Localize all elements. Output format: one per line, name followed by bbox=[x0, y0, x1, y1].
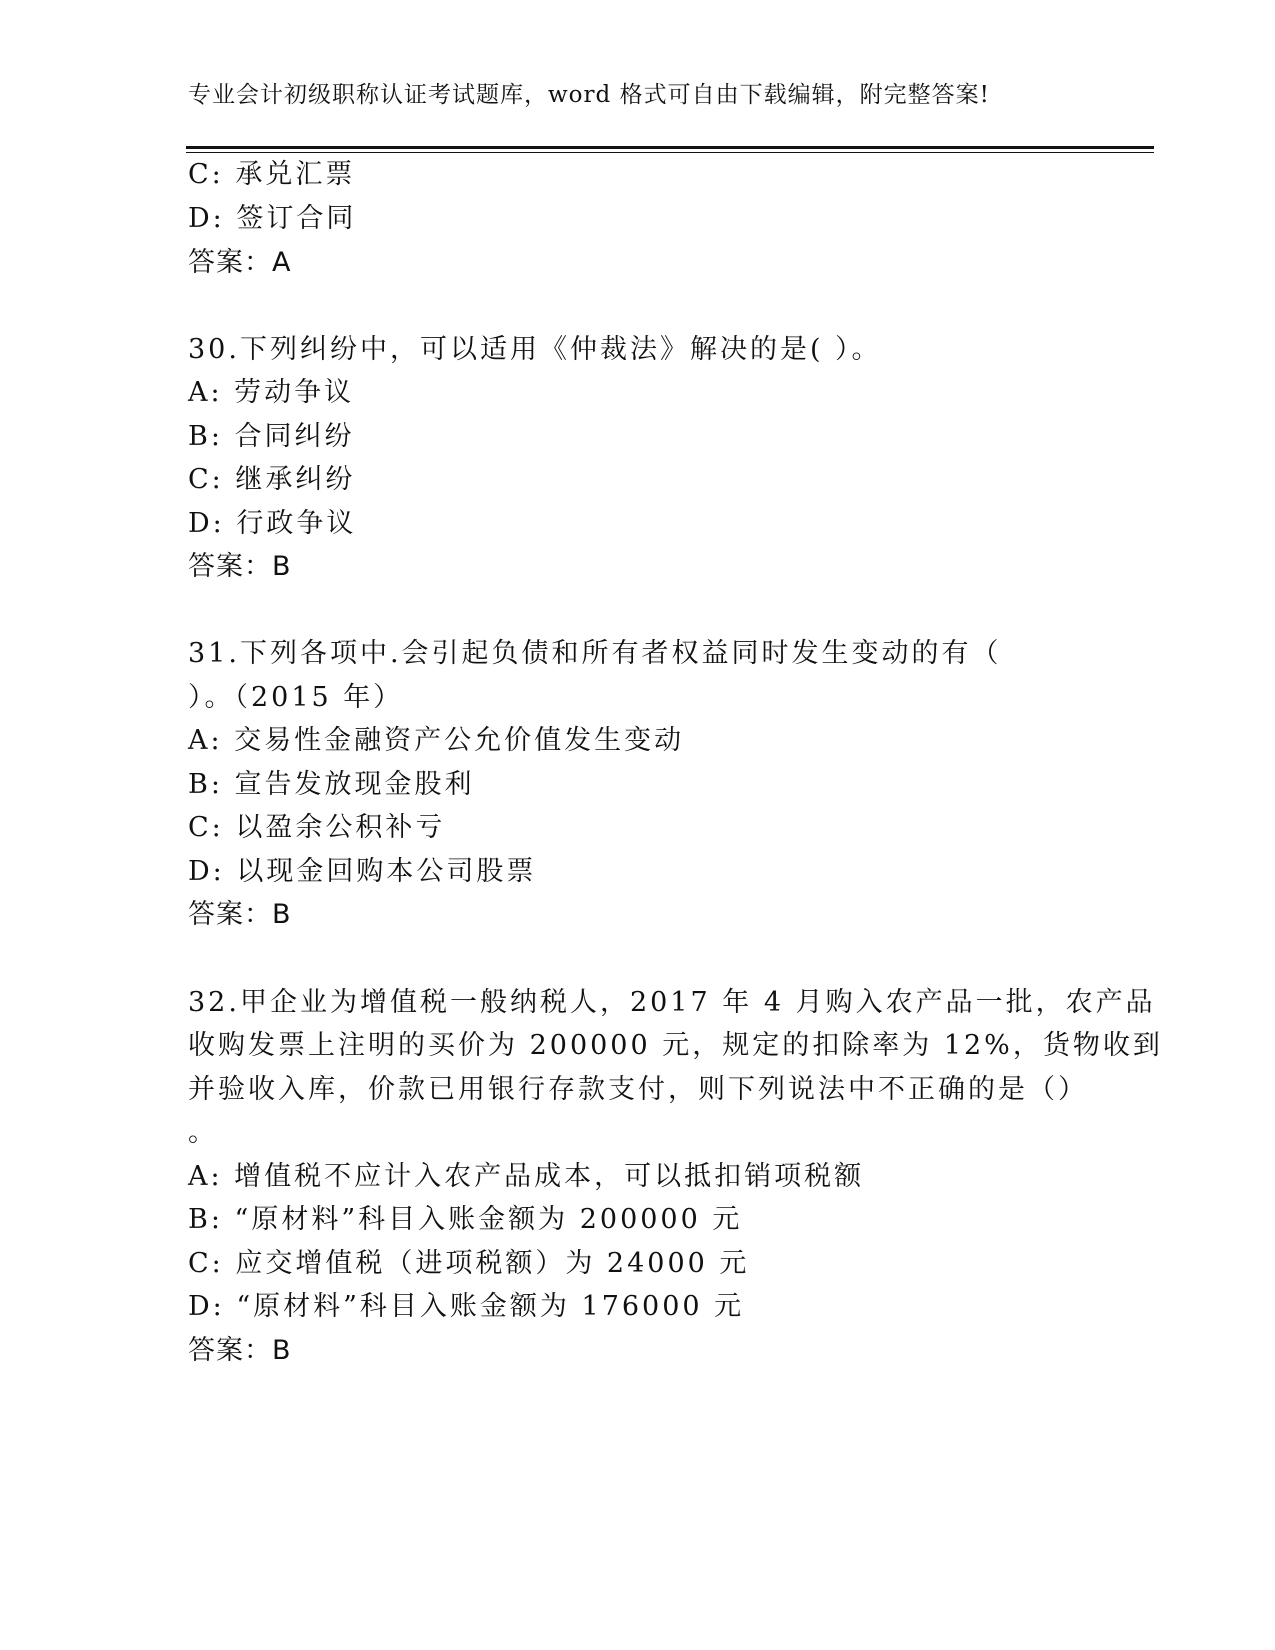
option-line: A: 增值税不应计入农产品成本，可以抵扣销项税额 bbox=[188, 1161, 865, 1192]
option-line: B: 合同纠纷 bbox=[188, 421, 355, 452]
option-line: C: 应交增值税（进项税额）为 24000 元 bbox=[188, 1248, 750, 1279]
answer-line: 答案：A bbox=[188, 247, 292, 278]
question-stem: 收购发票上注明的买价为 200000 元，规定的扣除率为 12%，货物收到 bbox=[188, 1030, 1163, 1061]
question-stem: 。 bbox=[188, 1117, 218, 1148]
option-line: C: 以盈余公积补亏 bbox=[188, 812, 446, 843]
option-line: D: 签订合同 bbox=[188, 203, 357, 234]
header-rule-thin bbox=[186, 152, 1154, 153]
option-line: C: 承兑汇票 bbox=[188, 159, 356, 190]
question-stem: 30.下列纠纷中，可以适用《仲裁法》解决的是( ）。 bbox=[188, 334, 882, 365]
option-line: A: 交易性金融资产公允价值发生变动 bbox=[188, 725, 685, 756]
page-header: 专业会计初级职称认证考试题库，word 格式可自由下载编辑，附完整答案! bbox=[188, 82, 990, 108]
answer-line: 答案：B bbox=[188, 551, 292, 582]
option-line: C: 继承纠纷 bbox=[188, 464, 356, 495]
question-stem: ）。（2015 年） bbox=[188, 682, 404, 713]
option-line: D: 以现金回购本公司股票 bbox=[188, 856, 537, 887]
option-line: D: “原材料”科目入账金额为 176000 元 bbox=[188, 1291, 745, 1322]
question-stem: 32.甲企业为增值税一般纳税人，2017 年 4 月购入农产品一批，农产品 bbox=[188, 987, 1156, 1018]
answer-line: 答案：B bbox=[188, 1335, 292, 1366]
option-line: A: 劳动争议 bbox=[188, 377, 355, 408]
header-rule-thick bbox=[186, 146, 1154, 149]
question-stem: 31.下列各项中.会引起负债和所有者权益同时发生变动的有（ bbox=[188, 638, 1002, 669]
option-line: B: “原材料”科目入账金额为 200000 元 bbox=[188, 1204, 743, 1235]
option-line: D: 行政争议 bbox=[188, 508, 357, 539]
option-line: B: 宣告发放现金股利 bbox=[188, 769, 475, 800]
answer-line: 答案：B bbox=[188, 899, 292, 930]
question-stem: 并验收入库，价款已用银行存款支付，则下列说法中不正确的是（） bbox=[188, 1074, 1088, 1105]
